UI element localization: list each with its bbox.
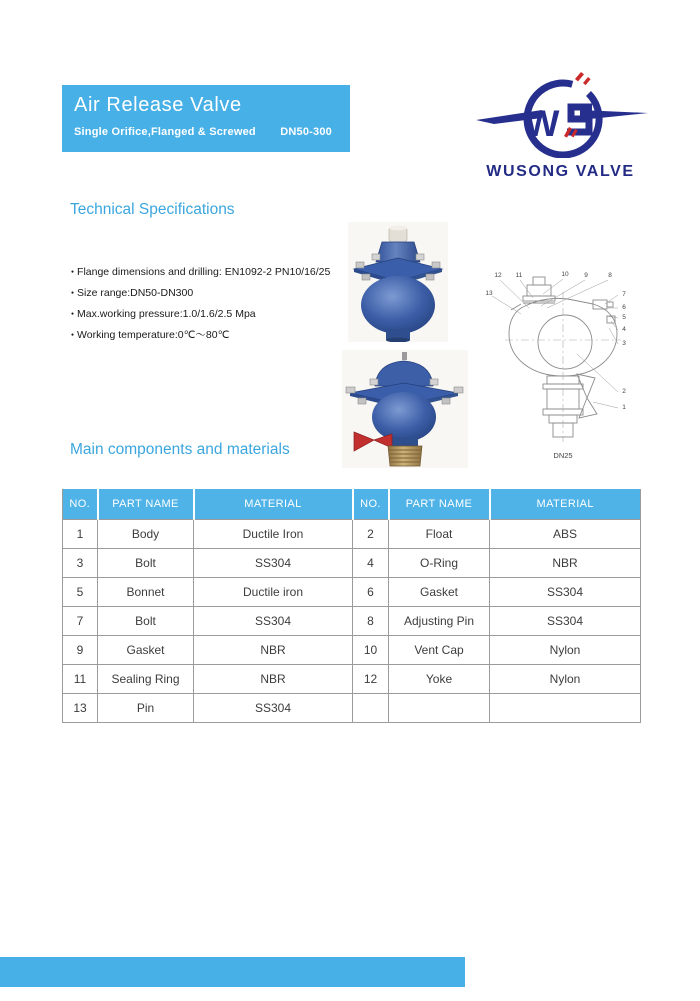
table-cell: Pin: [98, 694, 194, 723]
part-label-6: 6: [622, 304, 626, 311]
column-header: NO.: [63, 489, 98, 520]
brand-name: WUSONG VALVE: [486, 163, 635, 180]
components-table: [62, 489, 641, 723]
table-cell: Ductile iron: [194, 578, 353, 607]
components-heading: Main components and materials: [70, 441, 290, 458]
valve-photo-flanged: [348, 222, 448, 342]
size-range: DN50-300: [280, 126, 332, 138]
table-cell: 7: [63, 607, 98, 636]
table-row: [63, 578, 641, 607]
table-cell: SS304: [194, 694, 353, 723]
table-cell: Nylon: [490, 665, 641, 694]
table-cell: NBR: [194, 665, 353, 694]
part-label-1: 1: [622, 404, 626, 411]
table-cell: SS304: [194, 549, 353, 578]
bullet-icon: ●: [71, 310, 75, 317]
table-row: [63, 520, 641, 549]
table-cell: Vent Cap: [389, 636, 490, 665]
part-label-9: 9: [584, 272, 588, 279]
bullet-icon: ●: [71, 331, 75, 338]
valve-cross-section-diagram: [475, 258, 665, 463]
table-cell: 3: [63, 549, 98, 578]
table-body: [63, 520, 641, 723]
logo-monogram-w: W: [524, 103, 560, 144]
spec-item: [71, 282, 330, 303]
part-label-3: 3: [622, 340, 626, 347]
column-header: PART NAME: [98, 489, 194, 520]
table-cell: 6: [353, 578, 389, 607]
valve-photo-screwed: [342, 350, 468, 468]
table-cell: Bolt: [98, 607, 194, 636]
table-cell: [389, 694, 490, 723]
table-cell: Nylon: [490, 636, 641, 665]
footer-accent-bar: [0, 957, 465, 987]
spec-item: [71, 324, 330, 345]
wusong-logo-icon: [468, 66, 653, 158]
table-cell: Bonnet: [98, 578, 194, 607]
table-cell: Adjusting Pin: [389, 607, 490, 636]
table-cell: Sealing Ring: [98, 665, 194, 694]
part-label-4: 4: [622, 326, 626, 333]
column-header: MATERIAL: [490, 489, 641, 520]
table-cell: NBR: [490, 549, 641, 578]
table-row: [63, 694, 641, 723]
table-cell: 5: [63, 578, 98, 607]
table-header-row: [63, 489, 641, 520]
part-label-12: 12: [494, 272, 502, 279]
table-cell: 4: [353, 549, 389, 578]
table-cell: Yoke: [389, 665, 490, 694]
table-cell: [490, 694, 641, 723]
table-cell: [353, 694, 389, 723]
product-subtitle: Single Orifice,Flanged & Screwed: [74, 126, 256, 138]
table-row: [63, 636, 641, 665]
table-cell: O-Ring: [389, 549, 490, 578]
spec-text: Size range:DN50-DN300: [77, 286, 194, 299]
part-label-8: 8: [608, 272, 612, 279]
table-cell: NBR: [194, 636, 353, 665]
table-cell: SS304: [490, 578, 641, 607]
column-header: MATERIAL: [194, 489, 353, 520]
table-cell: SS304: [194, 607, 353, 636]
column-header: NO.: [353, 489, 389, 520]
bullet-icon: ●: [71, 289, 75, 296]
table-cell: Bolt: [98, 549, 194, 578]
technical-specs-heading: Technical Specifications: [70, 201, 235, 218]
table-cell: 8: [353, 607, 389, 636]
company-logo: [468, 66, 653, 181]
product-title: Air Release Valve: [74, 94, 242, 116]
table-cell: 13: [63, 694, 98, 723]
table-row: [63, 607, 641, 636]
table-cell: 10: [353, 636, 389, 665]
components-table-wrap: [62, 489, 641, 723]
table-cell: 1: [63, 520, 98, 549]
diagram-caption: DN25: [553, 451, 573, 460]
table-cell: SS304: [490, 607, 641, 636]
spec-list: [71, 261, 330, 345]
spec-text: Max.working pressure:1.0/1.6/2.5 Mpa: [77, 307, 256, 320]
table-cell: ABS: [490, 520, 641, 549]
table-cell: Body: [98, 520, 194, 549]
table-cell: Float: [389, 520, 490, 549]
part-label-5: 5: [622, 314, 626, 321]
table-cell: Ductile Iron: [194, 520, 353, 549]
table-row: [63, 665, 641, 694]
column-header: PART NAME: [389, 489, 490, 520]
part-label-7: 7: [622, 291, 626, 298]
spec-text: Working temperature:0℃～80℃: [77, 329, 230, 341]
table-row: [63, 549, 641, 578]
table-cell: 9: [63, 636, 98, 665]
table-cell: Gasket: [389, 578, 490, 607]
product-title-block: [62, 85, 350, 152]
table-cell: 12: [353, 665, 389, 694]
part-label-2: 2: [622, 388, 626, 395]
bullet-icon: ●: [71, 268, 75, 275]
table-cell: Gasket: [98, 636, 194, 665]
spec-item: [71, 261, 330, 282]
spec-text: Flange dimensions and drilling: EN1092-2 PN10/16/25: [77, 265, 331, 278]
table-cell: 11: [63, 665, 98, 694]
spec-item: [71, 303, 330, 324]
part-label-13: 13: [485, 290, 493, 297]
part-label-11: 11: [515, 272, 523, 279]
table-cell: 2: [353, 520, 389, 549]
part-label-10: 10: [561, 271, 569, 278]
